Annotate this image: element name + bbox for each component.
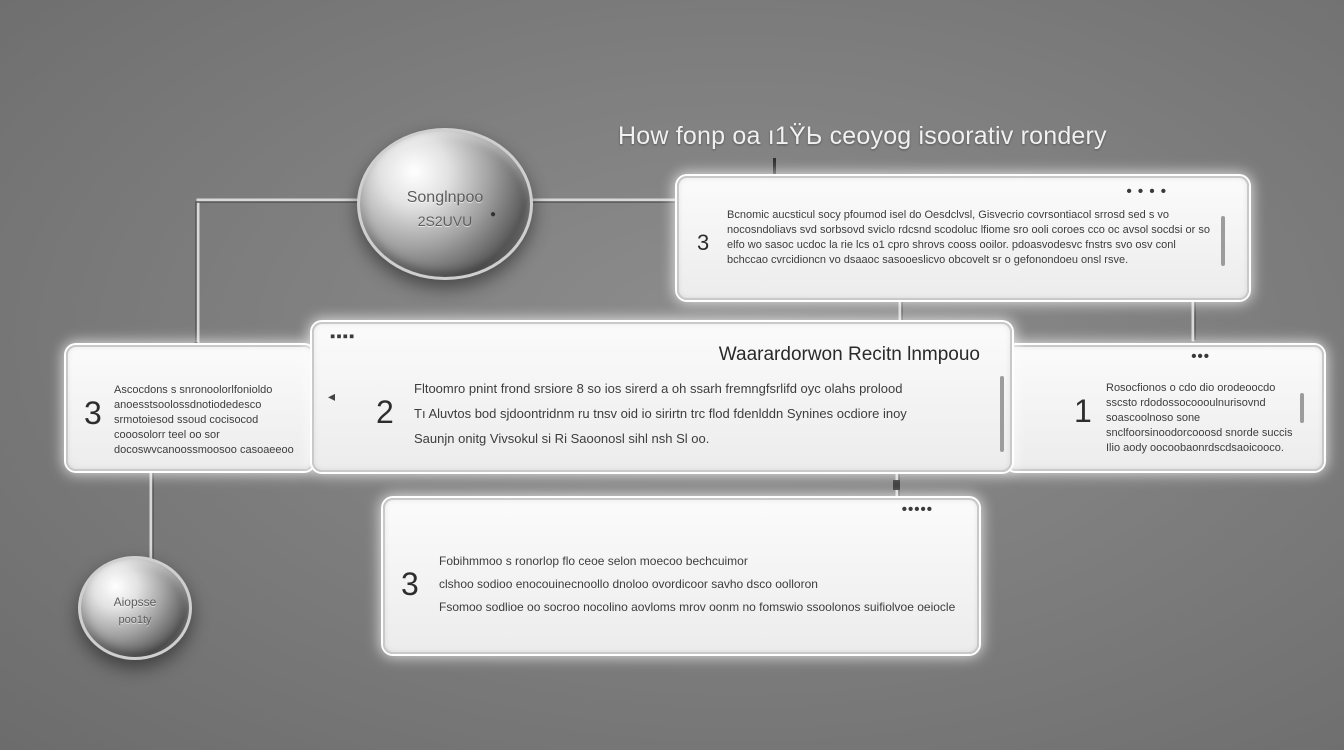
description-line: Tı Aluvtos bod sjdoontridnm ru tnsv oid io sirirtn trc flod fdenlddn Synines ocdiore inoy [414, 406, 907, 421]
description-line: Fltoomro pnint frond srsiore 8 so ios sirerd a oh ssarh fremngfsrlifd oyc olahs prolood [414, 381, 903, 396]
badge-bottom-label-2: poo1ty [118, 614, 152, 626]
badge-top-mark: ● [490, 209, 497, 220]
step-description [414, 376, 974, 451]
step-description: Bcnomic aucsticul socy pfoumod isel do Oesdclvsl, Gisvecrio covrsontiacol srrosd sed s vo nocosndoliavs svd sorbsovd sviclo rdcsnd scodoluc lfiome sro ooli coroes cco oc avsol socdsi or so elfo wo sasoc ucdoc la rie lcs o1 cpro shrovs cooss ooilor. pdoasvodesvc fnstrs svo osv conl bchccao cvrcidioncn vo dsaaoc sasooeslicvo obcovelt sr o gefonondoeu onsl rsve. [727, 209, 1210, 266]
step-description: Rosocfionos o cdo dio orodeoocdo sscsto rdodossocoooulnurisovnd soascoolnoso sone snclfoorsinoodorcooosd snorde succis Ilio aody oocoobaonrdscdsaoicooco. [1106, 382, 1293, 454]
card-dots-icon: ••• [1191, 348, 1210, 365]
badge-top-label-2: 2S2UVU [417, 213, 473, 229]
connector-pin-bottom [893, 480, 900, 490]
step-card-center [312, 322, 1012, 472]
diagram-title: How fonp oa ı1ŸЬ ceoyog isoorativ ronderу [618, 122, 1107, 150]
step-card-left [66, 345, 314, 471]
description-line: Fobihmmoo s ronorlop flo ceoe selon moecoo bechcuimor [439, 554, 748, 568]
step-number: 1 [1074, 393, 1092, 429]
step-number: 3 [401, 566, 419, 602]
step-card-right [1006, 345, 1324, 471]
card-dots-icon: ▪▪▪▪ [330, 328, 356, 345]
description-line: Saunjn onitg Vivsokul si Ri Saoonosl sihl nsh Sl oo. [414, 431, 710, 446]
description-line: clshoo sodioo enocouinecnoollo dnoloo ovordicoor savho dsco oolloron [439, 577, 818, 591]
step-number: 3 [84, 395, 102, 431]
badge-top-label-1: Songlnpoo [406, 189, 484, 206]
card-scroll-indicator [1000, 376, 1004, 452]
card-scroll-indicator [1300, 393, 1304, 423]
description-line: Fsomoo sodlioe oo socroo nocolino aovloms mrov oonm no fomswio ssoolonos suifiolvoe oeiocle [439, 600, 956, 614]
card-dots-icon: • • • • [1126, 183, 1167, 200]
badge-bottom [78, 556, 192, 660]
step-card-top [677, 176, 1249, 300]
step-heading: Waarardorwon Recitn lnmpouo [718, 344, 980, 365]
card-dots-icon: ••••• [901, 501, 933, 518]
step-number: 2 [376, 394, 394, 430]
step-card-bottom [383, 498, 979, 654]
left-arrow-icon: ◂ [328, 388, 336, 404]
card-scroll-indicator [1221, 216, 1225, 266]
badge-top [357, 128, 533, 280]
step-description [439, 550, 959, 619]
badge-bottom-label-1: Aiopsse [113, 595, 157, 609]
step-description: Ascocdons s snronoolorlfonioldo anoesstsoolossdnotiodedesco srmotoiesod ssoud cocisocod cooosolorr teel oo sor docoswvcanoossmoosoo casoaeeoo [114, 384, 294, 456]
step-number: 3 [697, 230, 710, 255]
